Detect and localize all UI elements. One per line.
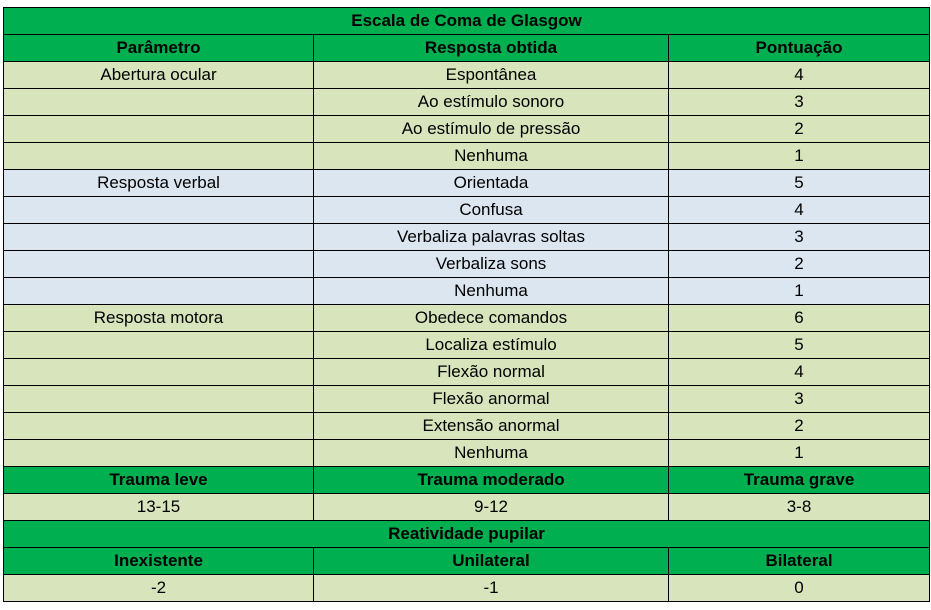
- table-title: Escala de Coma de Glasgow: [4, 8, 930, 35]
- pupillary-none-header: Inexistente: [4, 548, 314, 575]
- param-cell-empty: [4, 359, 314, 386]
- header-score: Pontuação: [669, 35, 930, 62]
- title-row: [4, 8, 930, 35]
- param-cell: Abertura ocular: [4, 62, 314, 89]
- response-cell: Flexão normal: [314, 359, 669, 386]
- score-cell: 1: [669, 143, 930, 170]
- score-cell: 3: [669, 89, 930, 116]
- param-cell-empty: [4, 143, 314, 170]
- table-row: [4, 332, 930, 359]
- table-row: [4, 305, 930, 332]
- param-cell-empty: [4, 251, 314, 278]
- score-cell: 5: [669, 170, 930, 197]
- param-cell-empty: [4, 332, 314, 359]
- response-cell: Verbaliza sons: [314, 251, 669, 278]
- response-cell: Nenhuma: [314, 278, 669, 305]
- pupillary-none-value: -2: [4, 575, 314, 602]
- trauma-moderate-header: Trauma moderado: [314, 467, 669, 494]
- trauma-severe-value: 3-8: [669, 494, 930, 521]
- param-cell-empty: [4, 440, 314, 467]
- table-row: [4, 143, 930, 170]
- score-cell: 2: [669, 251, 930, 278]
- score-cell: 2: [669, 116, 930, 143]
- trauma-severe-header: Trauma grave: [669, 467, 930, 494]
- table-row: [4, 170, 930, 197]
- response-cell: Confusa: [314, 197, 669, 224]
- param-cell-empty: [4, 413, 314, 440]
- pupillary-unilateral-header: Unilateral: [314, 548, 669, 575]
- response-cell: Localiza estímulo: [314, 332, 669, 359]
- table-row: [4, 278, 930, 305]
- score-cell: 1: [669, 278, 930, 305]
- response-cell: Obedece comandos: [314, 305, 669, 332]
- table-row: [4, 413, 930, 440]
- trauma-mild-header: Trauma leve: [4, 467, 314, 494]
- response-cell: Flexão anormal: [314, 386, 669, 413]
- table-row: [4, 386, 930, 413]
- score-cell: 4: [669, 197, 930, 224]
- response-cell: Orientada: [314, 170, 669, 197]
- score-cell: 5: [669, 332, 930, 359]
- response-cell: Nenhuma: [314, 143, 669, 170]
- table-row: [4, 116, 930, 143]
- glasgow-coma-scale-table: [3, 7, 930, 602]
- param-cell: Resposta verbal: [4, 170, 314, 197]
- response-cell: Nenhuma: [314, 440, 669, 467]
- response-cell: Verbaliza palavras soltas: [314, 224, 669, 251]
- score-cell: 2: [669, 413, 930, 440]
- score-cell: 1: [669, 440, 930, 467]
- score-cell: 6: [669, 305, 930, 332]
- trauma-header-row: [4, 467, 930, 494]
- trauma-moderate-value: 9-12: [314, 494, 669, 521]
- table-row: [4, 62, 930, 89]
- column-header-row: [4, 35, 930, 62]
- table-row: [4, 251, 930, 278]
- param-cell-empty: [4, 278, 314, 305]
- pupillary-values-row: [4, 575, 930, 602]
- pupillary-header-row: [4, 548, 930, 575]
- pupillary-title: Reatividade pupilar: [4, 521, 930, 548]
- param-cell: Resposta motora: [4, 305, 314, 332]
- param-cell-empty: [4, 386, 314, 413]
- response-cell: Ao estímulo de pressão: [314, 116, 669, 143]
- pupillary-title-row: [4, 521, 930, 548]
- table-row: [4, 197, 930, 224]
- pupillary-bilateral-header: Bilateral: [669, 548, 930, 575]
- glasgow-table-container: [3, 7, 930, 602]
- trauma-values-row: [4, 494, 930, 521]
- param-cell-empty: [4, 197, 314, 224]
- table-row: [4, 359, 930, 386]
- param-cell-empty: [4, 89, 314, 116]
- trauma-mild-value: 13-15: [4, 494, 314, 521]
- pupillary-bilateral-value: 0: [669, 575, 930, 602]
- table-row: [4, 89, 930, 116]
- score-cell: 4: [669, 359, 930, 386]
- header-param: Parâmetro: [4, 35, 314, 62]
- response-cell: Ao estímulo sonoro: [314, 89, 669, 116]
- table-row: [4, 440, 930, 467]
- score-cell: 4: [669, 62, 930, 89]
- pupillary-unilateral-value: -1: [314, 575, 669, 602]
- response-cell: Espontânea: [314, 62, 669, 89]
- param-cell-empty: [4, 224, 314, 251]
- score-cell: 3: [669, 224, 930, 251]
- param-cell-empty: [4, 116, 314, 143]
- response-cell: Extensão anormal: [314, 413, 669, 440]
- score-cell: 3: [669, 386, 930, 413]
- header-response: Resposta obtida: [314, 35, 669, 62]
- table-row: [4, 224, 930, 251]
